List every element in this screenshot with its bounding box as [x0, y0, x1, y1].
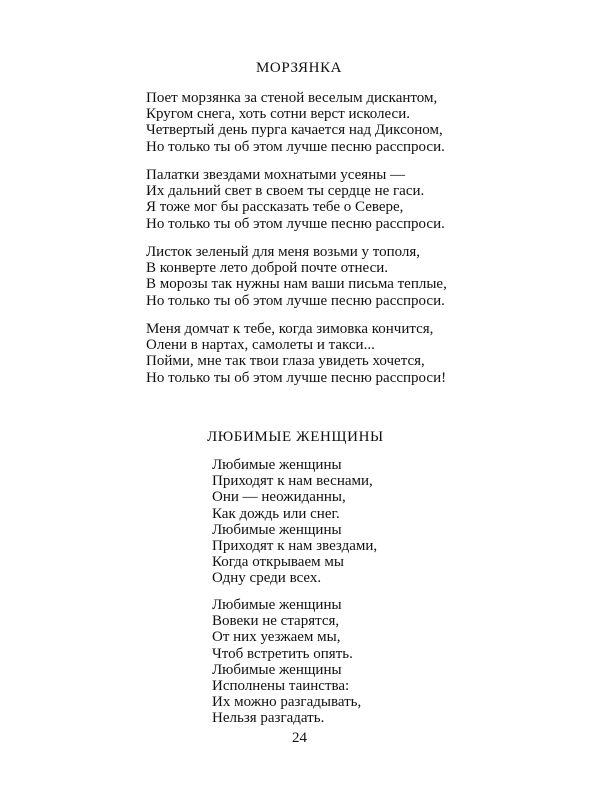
page-number: 24: [292, 730, 307, 746]
verse-line: Чтоб встретить опять.: [212, 645, 353, 662]
stanza: [212, 597, 361, 727]
verse-line: Листок зеленый для меня возьми у тополя,: [146, 244, 421, 260]
stanza: [212, 457, 377, 587]
verse-line: Исполнены таинства:: [212, 678, 350, 695]
verse-line: Четвертый день пурга качается над Диксоном,: [146, 122, 443, 139]
verse-line: Любимые женщины: [212, 597, 342, 613]
verse-line: Приходят к нам веснами,: [212, 473, 373, 490]
verse-line: От них уезжаем мы,: [212, 629, 341, 646]
verse-line: Как дождь или снег.: [212, 505, 340, 522]
verse-line: Они — неожиданны,: [212, 489, 346, 506]
verse-line: Нельзя разгадать.: [212, 710, 325, 727]
verse-line: Их дальний свет в своем ты сердце не гаси.: [146, 183, 425, 200]
verse-line: Вовеки не старятся,: [212, 613, 340, 630]
verse-line: Поет морзянка за стеной веселым дискантом,: [146, 90, 438, 106]
verse-line: Но только ты об этом лучше песню расспроси.: [146, 215, 445, 232]
verse-line: Одну среди всех.: [212, 570, 322, 587]
verse-line: Палатки звездами мохнатыми усеяны —: [146, 167, 406, 183]
poem-title: ЛЮБИМЫЕ ЖЕНЩИНЫ: [207, 429, 384, 445]
verse-line: Любимые женщины: [212, 521, 342, 538]
verse-line: Но только ты об этом лучше песню расспроси!: [146, 369, 447, 386]
stanza: [146, 244, 447, 309]
verse-line: Меня домчат к тебе, когда зимовка кончится,: [146, 321, 434, 337]
verse-line: Пойми, мне так твои глаза увидеть хочется,: [146, 353, 425, 370]
verse-line: Когда открываем мы: [212, 554, 344, 571]
verse-line: Приходят к нам звездами,: [212, 538, 378, 555]
stanza: [146, 321, 446, 386]
verse-line: Любимые женщины: [212, 661, 342, 678]
verse-line: Их можно разгадывать,: [212, 694, 362, 711]
verse-line: Я тоже мог бы рассказать тебе о Севере,: [146, 199, 404, 216]
stanza: [146, 90, 445, 155]
verse-line: Но только ты об этом лучше песню расспроси.: [146, 292, 445, 309]
verse-line: Любимые женщины: [212, 457, 342, 473]
poem-title: МОРЗЯНКА: [256, 60, 343, 76]
stanza: [146, 167, 445, 232]
verse-line: В морозы так нужны нам ваши письма теплые,: [146, 276, 447, 293]
verse-line: В конверте лето доброй почте отнеси.: [146, 260, 389, 277]
verse-line: Но только ты об этом лучше песню расспроси.: [146, 138, 445, 155]
verse-line: Кругом снега, хоть сотни верст исколеси.: [146, 106, 410, 123]
verse-line: Олени в нартах, самолеты и такси...: [146, 337, 375, 354]
